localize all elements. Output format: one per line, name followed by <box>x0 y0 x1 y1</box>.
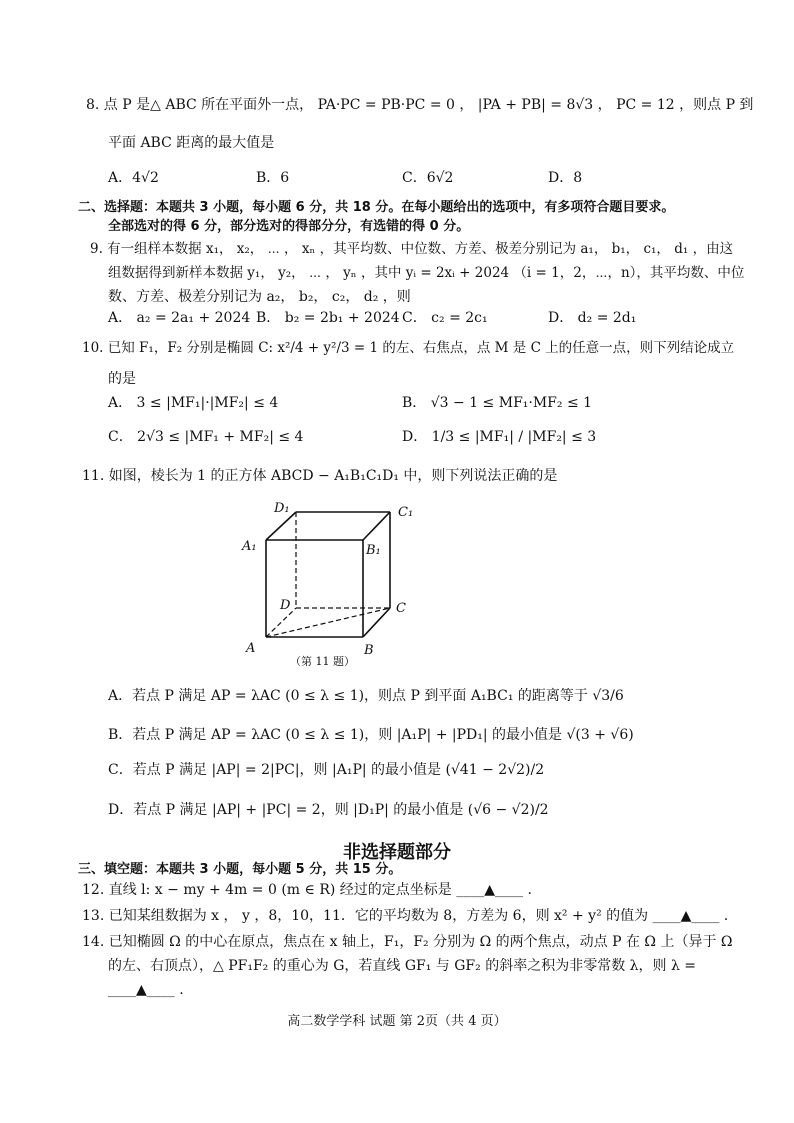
edge-b1c1 <box>363 512 390 540</box>
q11-option-b: B．若点 P 满足 AP = λAC (0 ≤ λ ≤ 1)，则 |A₁P| + |PD₁| 的最小值是 √(3 + √6) <box>108 727 634 743</box>
q11-stem: 11. 如图，棱长为 1 的正方体 ABCD − A₁B₁C₁D₁ 中，则下列说法正确的是 <box>82 468 558 484</box>
q8-stem-line1: 8. 点 P 是△ ABC 所在平面外一点， PA·PC = PB·PC = 0 ， |PA + PB| = 8√3 ， PC = 12 ，则点 P 到 <box>86 97 754 113</box>
label-c: C <box>396 601 406 616</box>
edge-a1d1 <box>266 512 296 540</box>
q10-option-c: C． 2√3 ≤ |MF₁ + MF₂| ≤ 4 <box>108 429 304 445</box>
q8-option-b: B．6 <box>256 170 290 186</box>
edge-bc <box>363 608 390 637</box>
q9-option-a: A． a₂ = 2a₁ + 2024 <box>108 310 251 326</box>
section2-heading-line2: 全部选对的得 6 分，部分选对的得部分分，有选错的得 0 分。 <box>108 219 470 234</box>
q9-stem-line2: 组数据得到新样本数据 y₁， y₂， ⋯ ， yₙ ，其中 yᵢ = 2xᵢ + 2024 （i = 1，2，⋯，n），其平均数、中位 <box>108 265 745 281</box>
label-d1: D₁ <box>274 501 290 516</box>
q11-option-a: A．若点 P 满足 AP = λAC (0 ≤ λ ≤ 1)，则点 P 到平面 A₁BC₁ 的距离等于 √3/6 <box>108 688 624 704</box>
label-a1: A₁ <box>242 539 257 554</box>
q9-option-c: C． c₂ = 2c₁ <box>402 310 488 326</box>
q9-option-b: B． b₂ = 2b₁ + 2024 <box>256 310 400 326</box>
q9-option-d: D． d₂ = 2d₁ <box>548 310 637 326</box>
q9-stem-line3: 数、方差、极差分别记为 a₂， b₂， c₂， d₂ ，则 <box>108 289 411 305</box>
q8-option-a: A．4√2 <box>108 170 159 186</box>
q8-option-d: D．8 <box>548 170 583 186</box>
q11-option-d: D．若点 P 满足 |AP| + |PC| = 2，则 |D₁P| 的最小值是 (√6 − √2)/2 <box>108 802 549 818</box>
cube-figure <box>236 498 436 670</box>
q10-option-b: B． √3 − 1 ≤ MF₁·MF₂ ≤ 1 <box>402 395 593 411</box>
q10-stem-line1: 10. 已知 F₁，F₂ 分别是椭圆 C: x²/4 + y²/3 = 1 的左、右焦点，点 M 是 C 上的任意一点，则下列结论成立 <box>82 340 735 356</box>
q8-option-c: C．6√2 <box>402 170 454 186</box>
label-c1: C₁ <box>398 505 414 520</box>
q14-stem-line1: 14. 已知椭圆 Ω 的中心在原点，焦点在 x 轴上，F₁，F₂ 分别为 Ω 的两个焦点，动点 P 在 Ω 上（异于 Ω <box>82 934 733 950</box>
q12-stem: 12. 直线 l: x − my + 4m = 0 (m ∈ R) 经过的定点坐标是 ____▲____ . <box>82 882 532 898</box>
q14-stem-line3: ____▲____ . <box>108 982 184 998</box>
q14-stem-line2: 的左、右顶点），△ PF₁F₂ 的重心为 G，若直线 GF₁ 与 GF₂ 的斜率之积为非零常数 λ，则 λ = <box>108 958 697 974</box>
q11-option-c: C．若点 P 满足 |AP| = 2|PC|，则 |A₁P| 的最小值是 (√41 − 2√2)/2 <box>108 762 545 778</box>
part2-title: 非选择题部分 <box>343 842 451 863</box>
q9-stem-line1: 9. 有一组样本数据 x₁， x₂， ⋯ ， xₙ ，其平均数、中位数、方差、极差分别记为 a₁， b₁， c₁， d₁ ，由这 <box>90 241 734 257</box>
label-a: A <box>246 641 256 656</box>
figure-caption: （第 11 题） <box>290 655 355 668</box>
q10-stem-line2: 的是 <box>108 371 136 387</box>
label-b: B <box>364 643 374 658</box>
section3-heading: 三、填空题：本题共 3 小题，每小题 5 分，共 15 分。 <box>78 862 402 877</box>
page-footer: 高二数学学科 试题 第 2页（共 4 页） <box>287 1014 507 1029</box>
q13-stem: 13. 已知某组数据为 x ， y ，8，10，11．它的平均数为 8，方差为 6，则 x² + y² 的值为 ____▲____ . <box>82 908 729 924</box>
q8-stem-line2: 平面 ABC 距离的最大值是 <box>108 135 275 151</box>
q10-option-d: D． 1/3 ≤ |MF₁| / |MF₂| ≤ 3 <box>402 429 597 445</box>
q10-option-a: A． 3 ≤ |MF₁|·|MF₂| ≤ 4 <box>108 395 279 411</box>
label-d: D <box>280 598 291 613</box>
section2-heading-line1: 二、选择题：本题共 3 小题，每小题 6 分，共 18 分。在每小题给出的选项中，有多项符合题目要求。 <box>78 200 675 215</box>
label-b1: B₁ <box>366 543 381 558</box>
